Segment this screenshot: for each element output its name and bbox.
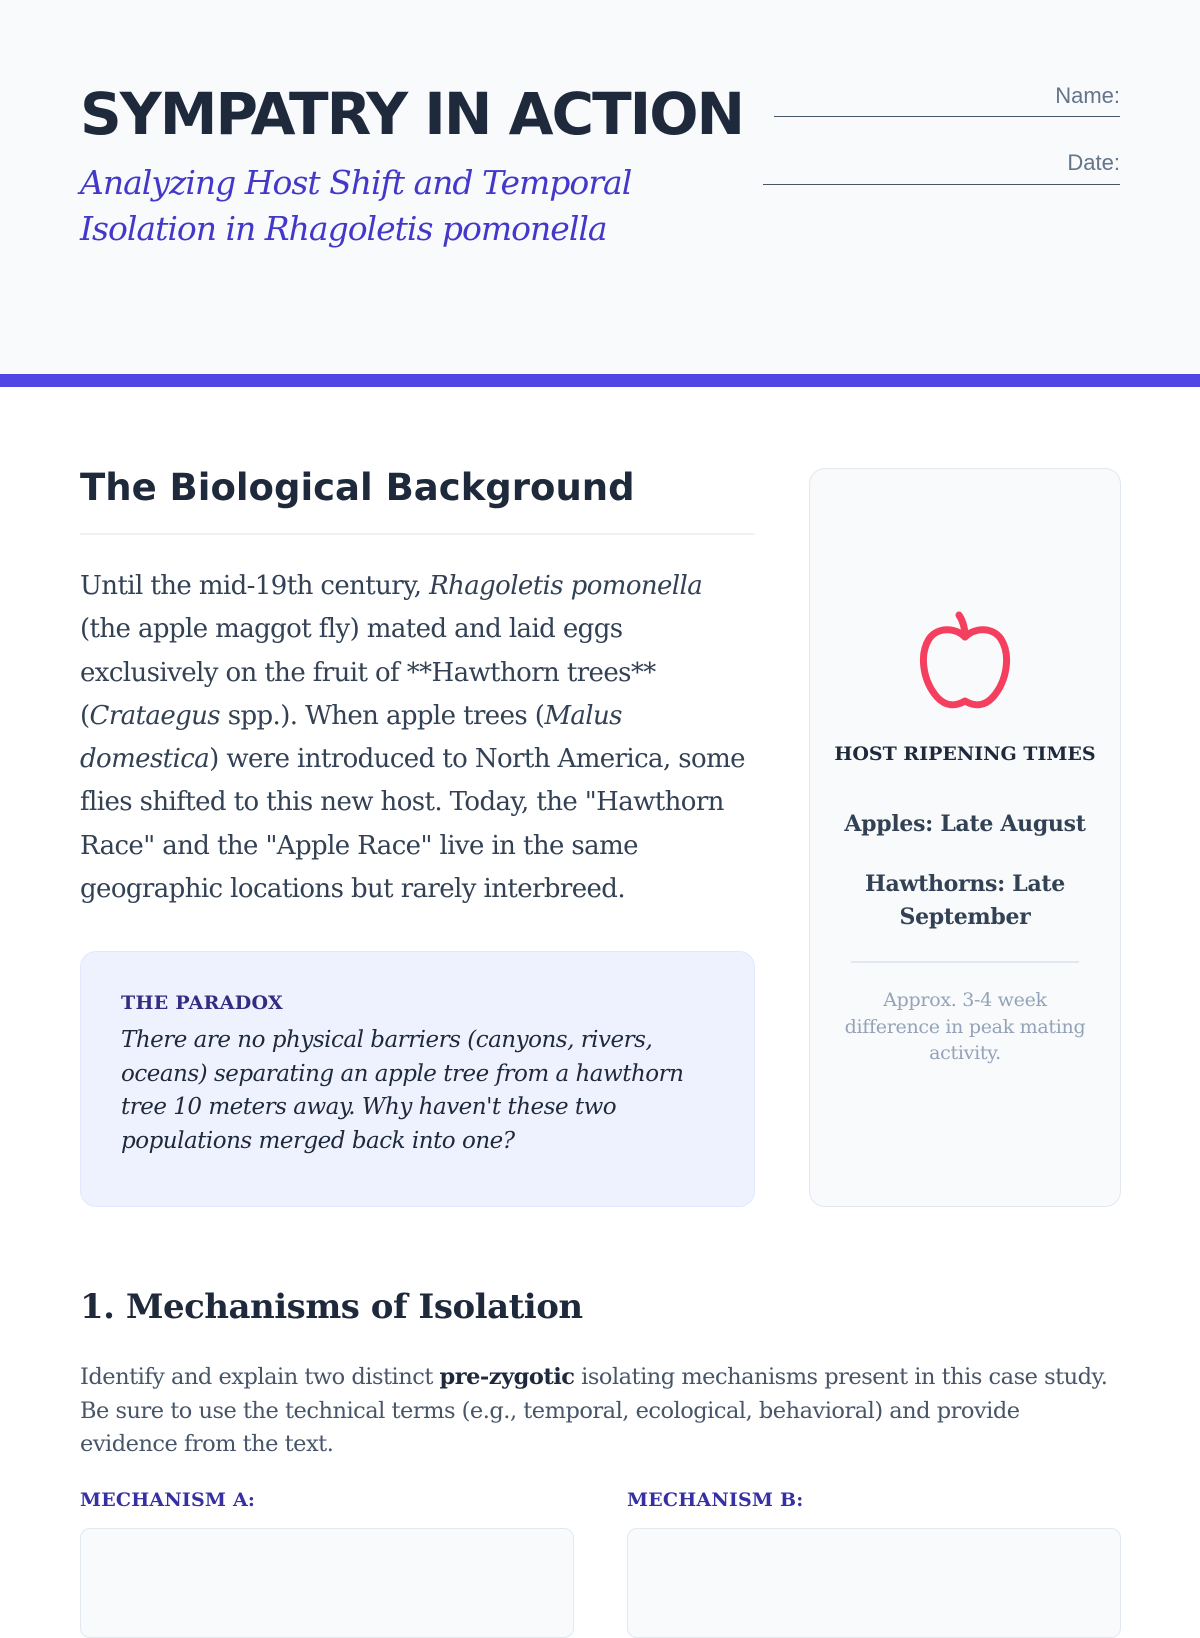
mechanism-a-label: MECHANISM A: <box>80 1489 256 1511</box>
hawthorns-ripening: Hawthorns: Late September <box>865 871 1065 930</box>
paradox-text: There are no physical barriers (canyons, rivers, oceans) separating an apple tree from a hawthorn tree 10 meters away. Why haven't these two populations merged back into one? <box>121 1027 684 1154</box>
background-heading: The Biological Background <box>80 466 635 509</box>
apples-ripening: Apples: Late August <box>844 811 1086 837</box>
worksheet-subtitle: Analyzing Host Shift and Temporal Isolation in Rhagoletis pomonella <box>80 163 632 248</box>
apple-icon <box>915 609 1015 713</box>
heading-divider <box>80 533 755 535</box>
paradox-callout <box>80 951 755 1207</box>
paradox-label: THE PARADOX <box>121 992 284 1014</box>
mechanism-b-answer-box[interactable] <box>627 1528 1121 1638</box>
name-label: Name: <box>1055 83 1120 108</box>
card-divider <box>851 961 1079 963</box>
section1-question: Identify and explain two distinct pre-zygotic isolating mechanisms present in this case study. Be sure to use the technical terms (e.g., temporal, ecological, behavioral) and provide evidence from the text. <box>80 1364 1108 1457</box>
worksheet-title: SYMPATRY IN ACTION <box>80 80 744 148</box>
name-field-line[interactable] <box>774 116 1120 117</box>
worksheet-header <box>0 0 1200 387</box>
ripening-note: Approx. 3-4 week difference in peak mating activity. <box>844 989 1086 1064</box>
background-paragraph: Until the mid-19th century, Rhagoletis pomonella (the apple maggot fly) mated and laid eggs exclusively on the fruit of **Hawthorn trees** (Crataegus spp.). When apple trees (Malus domestica) were introduced to North America, some flies shifted to this new host. Today, the "Hawthorn Race" and the "Apple Race" live in the same geographic locations but rarely interbreed. <box>80 571 745 905</box>
ripening-heading: HOST RIPENING TIMES <box>834 743 1096 765</box>
host-ripening-card <box>809 468 1121 1207</box>
section1-heading: 1. Mechanisms of Isolation <box>80 1287 583 1327</box>
mechanism-a-answer-box[interactable] <box>80 1528 574 1638</box>
mechanism-b-label: MECHANISM B: <box>627 1489 804 1511</box>
date-field-line[interactable] <box>763 184 1120 185</box>
date-label: Date: <box>1067 150 1120 175</box>
